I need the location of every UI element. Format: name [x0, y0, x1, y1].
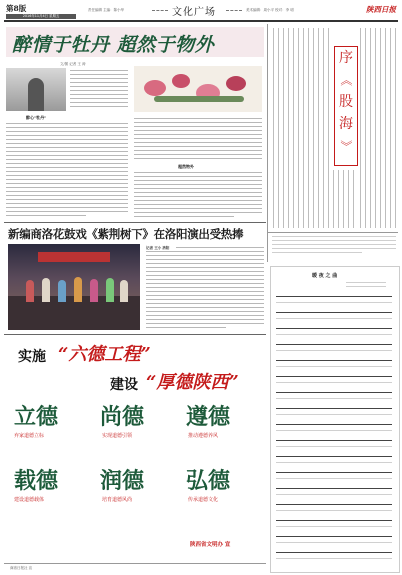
header-dashes-left [152, 10, 168, 12]
ad-item-caption: 建设道德载体 [14, 497, 45, 503]
ad-item-caption: 弃家道德立标 [14, 433, 45, 439]
ad-item-caption: 培育道德风尚 [102, 497, 133, 503]
ad-item-big: 尚德 [100, 404, 145, 430]
article1-title: 醉情于牡丹 超然于物外 [12, 34, 215, 56]
ad-item-big: 润德 [100, 468, 145, 494]
ad-line1-highlight: “六德工程” [58, 344, 151, 365]
footer-left: 商洛日报社 宣 [10, 566, 33, 570]
article1-byline: 文/图 记者 王 涛 [60, 62, 86, 66]
ad-item-caption: 传承道德文化 [188, 497, 219, 503]
sidebar-title-char: 》 [339, 139, 353, 152]
divider-article2 [4, 222, 266, 223]
article1-photo [6, 68, 66, 111]
sidebar-title-char: 序 [339, 50, 353, 66]
sidebar-title-char: 股 [339, 94, 353, 110]
ad-item-caption: 实现道德引领 [102, 433, 133, 439]
article1-subhead-1: 醉心"牡丹" [26, 115, 47, 120]
ad-line2-highlight: “厚德陕西” [146, 372, 239, 393]
sidebar-title-char: 《 [339, 73, 353, 86]
footer-rule [4, 563, 266, 564]
ad-line2-pre: 建设 [110, 377, 138, 393]
peony-painting-image [134, 66, 262, 112]
sidebar-title [334, 46, 358, 166]
header-date: 2016年11月4日 星期五 [6, 14, 76, 19]
article1-text [70, 70, 128, 71]
ad-item-caption: 推动遵德养风 [188, 433, 219, 439]
header-dashes-right [226, 10, 242, 12]
divider-ad [4, 334, 266, 335]
article2-title: 新编商洛花鼓戏《紫荆树下》在洛阳演出受热捧 [8, 227, 244, 241]
ad-item-big: 弘德 [186, 468, 231, 494]
page-number: 第8版 [6, 4, 27, 13]
ad-sponsor: 陕西省文明办 宣 [190, 542, 231, 548]
article1-subhead-2: 超然物外 [178, 164, 194, 169]
music-title: 暖 夜 之 曲 [312, 273, 338, 279]
header-meta-right: 美术编辑：周小平 校对：李 明 [246, 8, 294, 12]
sidebar-bottom-rule [268, 232, 398, 233]
paper-logo: 陕西日报 [366, 5, 396, 14]
sidebar-title-char: 海 [339, 116, 353, 132]
sidebar-rule [267, 24, 268, 262]
painter-figure [28, 78, 44, 111]
article2-photo [8, 244, 140, 330]
ad-item-big: 载德 [14, 468, 59, 494]
ad-line1-pre: 实施 [18, 349, 46, 365]
header-meta-left: 责任编辑 主编：陈小华 [88, 8, 125, 12]
ad-item-big: 遵德 [186, 404, 231, 430]
article2-lead-author: 记者 王小 洛阳 [146, 246, 170, 250]
section-title: 文化广场 [172, 7, 216, 18]
ad-item-big: 立德 [14, 404, 59, 430]
header-rule [4, 20, 398, 22]
